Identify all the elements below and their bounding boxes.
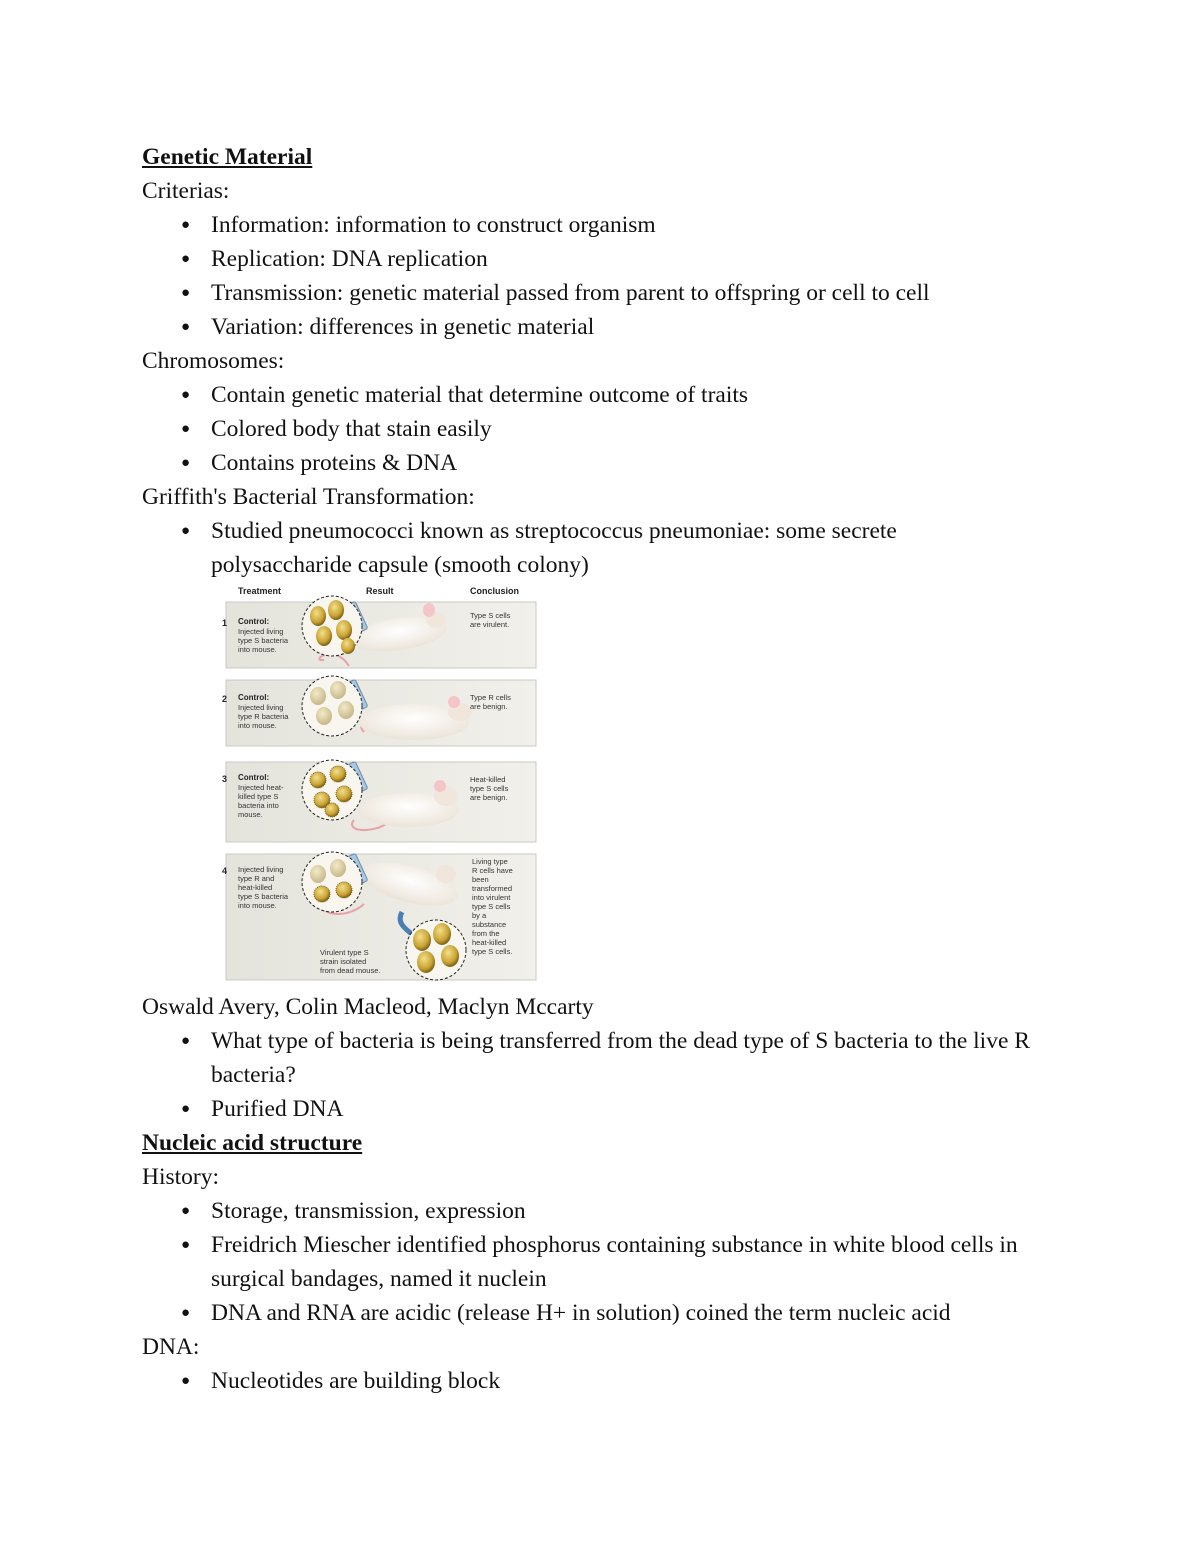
list-item: ● Transmission: genetic material passed from parent to offspring or cell to cell — [142, 276, 1062, 310]
svg-text:transformed: transformed — [472, 884, 513, 893]
bullet-icon: ● — [181, 1033, 191, 1049]
figure-header-conclusion: Conclusion — [470, 586, 519, 596]
svg-text:Injected living: Injected living — [238, 703, 284, 712]
svg-text:type R and: type R and — [238, 874, 275, 883]
chromosomes-list — [142, 378, 1062, 480]
list-item: ● Studied pneumococci known as streptococcus pneumoniae: some secrete polysaccharide capsule (smooth colony) — [142, 514, 1062, 582]
svg-text:type R bacteria: type R bacteria — [238, 712, 289, 721]
bullet-icon: ● — [181, 1237, 191, 1253]
svg-text:type S cells.: type S cells. — [472, 947, 513, 956]
griffith-figure-svg — [214, 582, 554, 990]
figure-header-treatment: Treatment — [238, 586, 282, 596]
avery-list — [142, 1024, 1062, 1126]
bullet-icon: ● — [181, 1305, 191, 1321]
bullet-icon: ● — [181, 217, 191, 233]
svg-text:been: been — [472, 875, 489, 884]
svg-text:are benign.: are benign. — [470, 702, 508, 711]
svg-text:Living type: Living type — [472, 857, 508, 866]
svg-text:heat-killed: heat-killed — [238, 883, 273, 892]
svg-text:into mouse.: into mouse. — [238, 645, 277, 654]
figure-header-result: Result — [366, 586, 394, 596]
svg-text:Control:: Control: — [238, 693, 270, 702]
svg-text:strain isolated: strain isolated — [320, 957, 367, 966]
svg-text:into mouse.: into mouse. — [238, 721, 277, 730]
figure-panel-4 — [222, 852, 536, 980]
avery-label: Oswald Avery, Colin Macleod, Maclyn Mccarty — [142, 994, 594, 1020]
list-item: ● Contains proteins & DNA — [142, 446, 1062, 480]
list-item: ● Purified DNA — [142, 1092, 1062, 1126]
svg-text:substance: substance — [472, 920, 507, 929]
bullet-icon: ● — [181, 1373, 191, 1389]
svg-text:Virulent type S: Virulent type S — [320, 948, 369, 957]
svg-text:type S cells: type S cells — [470, 784, 509, 793]
list-item: ● Nucleotides are building block — [142, 1364, 1062, 1398]
svg-text:Type R cells: Type R cells — [470, 693, 511, 702]
bullet-icon: ● — [181, 523, 191, 539]
svg-text:4: 4 — [222, 866, 228, 876]
chromosomes-label: Chromosomes: — [142, 348, 285, 374]
bullet-icon: ● — [181, 285, 191, 301]
svg-text:type S bacteria: type S bacteria — [238, 892, 289, 901]
svg-text:heat-killed: heat-killed — [472, 938, 507, 947]
svg-text:Control:: Control: — [238, 617, 270, 626]
svg-text:R cells have: R cells have — [472, 866, 513, 875]
svg-text:are benign.: are benign. — [470, 793, 508, 802]
bullet-icon: ● — [181, 455, 191, 471]
svg-text:mouse.: mouse. — [238, 810, 263, 819]
svg-text:into mouse.: into mouse. — [238, 901, 277, 910]
svg-text:from dead mouse.: from dead mouse. — [320, 966, 381, 975]
list-item: ● What type of bacteria is being transferred from the dead type of S bacteria to the live R bacteria? — [142, 1024, 1062, 1092]
svg-text:type S cells: type S cells — [472, 902, 511, 911]
bullet-icon: ● — [181, 319, 191, 335]
svg-text:Injected living: Injected living — [238, 627, 284, 636]
griffith-label: Griffith's Bacterial Transformation: — [142, 484, 475, 510]
bacteria-magnifier — [302, 852, 362, 912]
svg-text:are virulent.: are virulent. — [470, 620, 510, 629]
svg-text:type S bacteria: type S bacteria — [238, 636, 289, 645]
list-item: ● Freidrich Miescher identified phosphorus containing substance in white blood cells in surgical bandages, named it nuclein — [142, 1228, 1062, 1296]
list-item: ● DNA and RNA are acidic (release H+ in solution) coined the term nucleic acid — [142, 1296, 1062, 1330]
griffith-list — [142, 514, 1062, 582]
list-item: ● Contain genetic material that determine outcome of traits — [142, 378, 1062, 412]
history-list — [142, 1194, 1062, 1330]
svg-text:3: 3 — [222, 774, 228, 784]
bullet-icon: ● — [181, 387, 191, 403]
list-item: ● Replication: DNA replication — [142, 242, 1062, 276]
document-page — [142, 140, 1062, 1398]
criterias-list — [142, 208, 1062, 344]
bullet-icon: ● — [181, 1101, 191, 1117]
list-item: ● Storage, transmission, expression — [142, 1194, 1062, 1228]
svg-text:Control:: Control: — [238, 773, 270, 782]
svg-text:from the: from the — [472, 929, 500, 938]
heading-genetic-material: Genetic Material — [142, 144, 313, 170]
figure-panel-3 — [222, 760, 536, 842]
figure-panel-2 — [222, 676, 536, 746]
heading-nucleic-acid-structure: Nucleic acid structure — [142, 1130, 363, 1156]
list-item: ● Variation: differences in genetic material — [142, 310, 1062, 344]
bullet-icon: ● — [181, 1203, 191, 1219]
criterias-label: Criterias: — [142, 178, 230, 204]
dna-label: DNA: — [142, 1334, 200, 1360]
svg-text:Type S cells: Type S cells — [470, 611, 511, 620]
svg-text:Injected heat-: Injected heat- — [238, 783, 284, 792]
list-item: ● Information: information to construct organism — [142, 208, 1062, 242]
svg-text:Heat-killed: Heat-killed — [470, 775, 506, 784]
svg-text:1: 1 — [222, 618, 228, 628]
bullet-icon: ● — [181, 251, 191, 267]
list-item: ● Colored body that stain easily — [142, 412, 1062, 446]
griffith-experiment-figure — [214, 582, 554, 990]
svg-text:Injected living: Injected living — [238, 865, 284, 874]
history-label: History: — [142, 1164, 220, 1190]
svg-text:by a: by a — [472, 911, 487, 920]
svg-text:bacteria into: bacteria into — [238, 801, 279, 810]
svg-text:2: 2 — [222, 694, 228, 704]
dna-list — [142, 1364, 1062, 1398]
svg-text:killed type S: killed type S — [238, 792, 279, 801]
bullet-icon: ● — [181, 421, 191, 437]
svg-text:into virulent: into virulent — [472, 893, 511, 902]
figure-panel-1 — [222, 596, 536, 668]
